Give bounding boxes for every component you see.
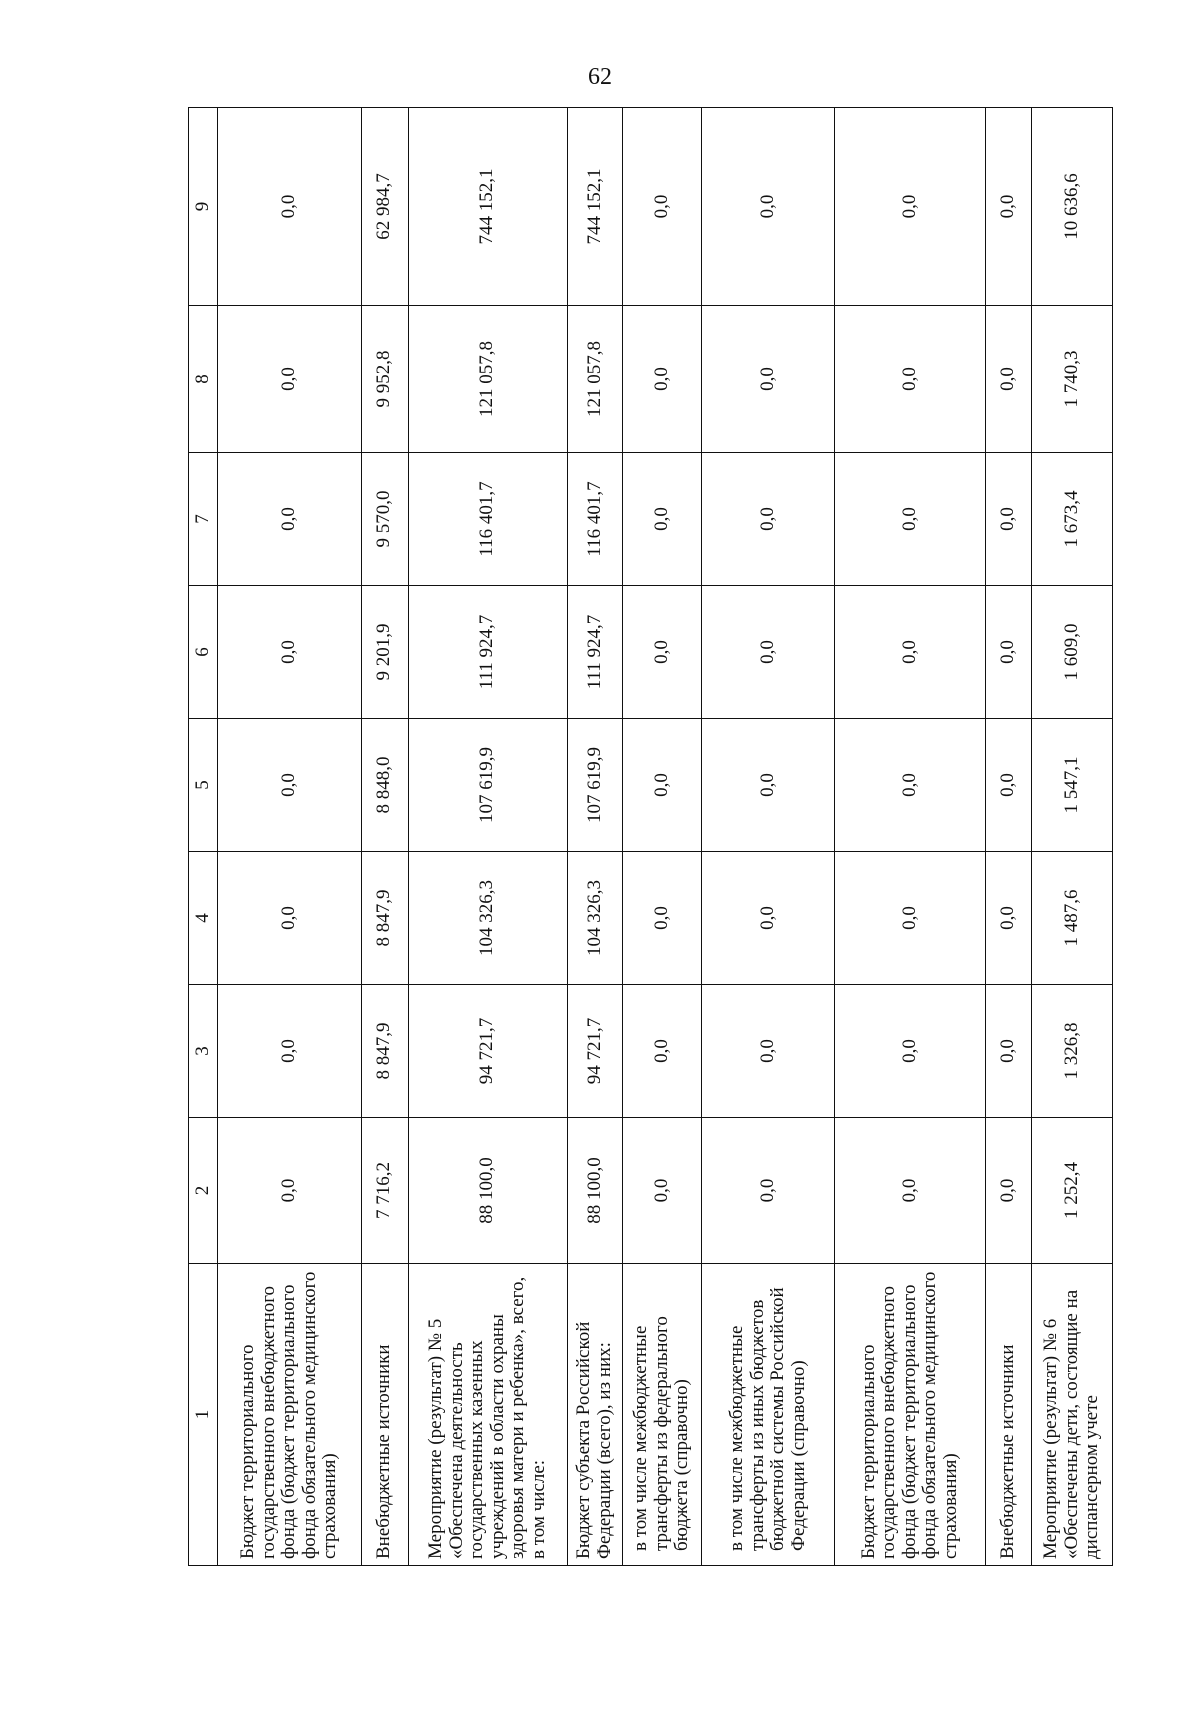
table-cell: 8 847,9 bbox=[361, 852, 408, 985]
table-cell: 0,0 bbox=[622, 1118, 702, 1264]
table-cell: 88 100,0 bbox=[567, 1118, 622, 1264]
table-cell: 0,0 bbox=[702, 108, 835, 306]
table-cell: 0,0 bbox=[702, 306, 835, 453]
table-cell: 121 057,8 bbox=[567, 306, 622, 453]
table-cell: 0,0 bbox=[985, 852, 1032, 985]
table-cell: 94 721,7 bbox=[567, 985, 622, 1118]
header-row bbox=[189, 108, 218, 1566]
table-cell: 0,0 bbox=[702, 985, 835, 1118]
column-header: 8 bbox=[189, 306, 218, 453]
table-cell: 1 740,3 bbox=[1032, 306, 1113, 453]
table-cell: 0,0 bbox=[622, 108, 702, 306]
column-header: 6 bbox=[189, 586, 218, 719]
table-cell: 0,0 bbox=[217, 1118, 361, 1264]
column-header: 1 bbox=[189, 1264, 218, 1566]
table-cell: 88 100,0 bbox=[408, 1118, 567, 1264]
table-cell: 0,0 bbox=[985, 985, 1032, 1118]
table-cell: 0,0 bbox=[835, 1118, 986, 1264]
table-cell: 1 609,0 bbox=[1032, 586, 1113, 719]
table-cell: 10 636,6 bbox=[1032, 108, 1113, 306]
table-row bbox=[702, 108, 835, 1566]
table-row bbox=[361, 108, 408, 1566]
column-header: 3 bbox=[189, 985, 218, 1118]
table-cell: 0,0 bbox=[622, 586, 702, 719]
column-header: 4 bbox=[189, 852, 218, 985]
table-cell: 8 848,0 bbox=[361, 719, 408, 852]
table-cell: 0,0 bbox=[985, 719, 1032, 852]
table-cell: 744 152,1 bbox=[408, 108, 567, 306]
table-cell: 0,0 bbox=[835, 306, 986, 453]
row-label: Бюджет территориального государственного внебюджетного фонда (бюджет территориального фонда обязательного медицинского страхования) bbox=[835, 1264, 986, 1566]
table-cell: 0,0 bbox=[985, 586, 1032, 719]
table-cell: 104 326,3 bbox=[567, 852, 622, 985]
table-cell: 0,0 bbox=[985, 1118, 1032, 1264]
table-cell: 0,0 bbox=[217, 719, 361, 852]
table-cell: 0,0 bbox=[985, 453, 1032, 586]
table-row bbox=[1032, 108, 1113, 1566]
table-cell: 0,0 bbox=[622, 453, 702, 586]
table-cell: 0,0 bbox=[985, 306, 1032, 453]
table-cell: 0,0 bbox=[702, 586, 835, 719]
table-cell: 744 152,1 bbox=[567, 108, 622, 306]
row-label: Внебюджетные источники bbox=[361, 1264, 408, 1566]
table-cell: 0,0 bbox=[835, 852, 986, 985]
table-cell: 107 619,9 bbox=[408, 719, 567, 852]
table-row bbox=[567, 108, 622, 1566]
table-cell: 0,0 bbox=[217, 453, 361, 586]
column-header: 9 bbox=[189, 108, 218, 306]
table-row bbox=[835, 108, 986, 1566]
table-cell: 0,0 bbox=[622, 852, 702, 985]
table-cell: 9 952,8 bbox=[361, 306, 408, 453]
table-cell: 1 487,6 bbox=[1032, 852, 1113, 985]
table-cell: 0,0 bbox=[217, 852, 361, 985]
table-cell: 8 847,9 bbox=[361, 985, 408, 1118]
table-row bbox=[985, 108, 1032, 1566]
table-row bbox=[408, 108, 567, 1566]
table-cell: 0,0 bbox=[702, 1118, 835, 1264]
column-header: 2 bbox=[189, 1118, 218, 1264]
table-cell: 62 984,7 bbox=[361, 108, 408, 306]
table-row bbox=[622, 108, 702, 1566]
row-label: в том числе межбюджетные трансферты из федерального бюджета (справочно) bbox=[622, 1264, 702, 1566]
table-cell: 1 547,1 bbox=[1032, 719, 1113, 852]
table-cell: 0,0 bbox=[702, 719, 835, 852]
table-cell: 1 673,4 bbox=[1032, 453, 1113, 586]
table-cell: 0,0 bbox=[835, 108, 986, 306]
table-cell: 0,0 bbox=[217, 985, 361, 1118]
table-cell: 0,0 bbox=[835, 586, 986, 719]
column-header: 7 bbox=[189, 453, 218, 586]
row-label: Внебюджетные источники bbox=[985, 1264, 1032, 1566]
table-cell: 111 924,7 bbox=[408, 586, 567, 719]
table-cell: 1 252,4 bbox=[1032, 1118, 1113, 1264]
table-cell: 0,0 bbox=[622, 985, 702, 1118]
table-cell: 0,0 bbox=[217, 586, 361, 719]
table-cell: 0,0 bbox=[622, 719, 702, 852]
table-cell: 0,0 bbox=[835, 985, 986, 1118]
row-label: Мероприятие (результат) № 6 «Обеспечены дети, состоящие на диспансерном учете bbox=[1032, 1264, 1113, 1566]
row-label: Мероприятие (результат) № 5 «Обеспечена деятельность государственных казенных учреждений в области охраны здоровья матери и ребенка», всего, в том числе: bbox=[408, 1264, 567, 1566]
row-label: Бюджет территориального государственного внебюджетного фонда (бюджет территориального фонда обязательного медицинского страхования) bbox=[217, 1264, 361, 1566]
table-row bbox=[217, 108, 361, 1566]
page-number: 62 bbox=[588, 64, 612, 90]
table-cell: 0,0 bbox=[702, 852, 835, 985]
table-cell: 9 570,0 bbox=[361, 453, 408, 586]
table-cell: 0,0 bbox=[985, 108, 1032, 306]
row-label: в том числе межбюджетные трансферты из иных бюджетов бюджетной системы Российской Федерации (справочно) bbox=[702, 1264, 835, 1566]
rotated-table-container bbox=[188, 108, 1113, 1566]
table-cell: 116 401,7 bbox=[567, 453, 622, 586]
table-cell: 121 057,8 bbox=[408, 306, 567, 453]
table-cell: 0,0 bbox=[702, 453, 835, 586]
table-cell: 9 201,9 bbox=[361, 586, 408, 719]
table-cell: 116 401,7 bbox=[408, 453, 567, 586]
table-cell: 111 924,7 bbox=[567, 586, 622, 719]
table-cell: 1 326,8 bbox=[1032, 985, 1113, 1118]
column-header: 5 bbox=[189, 719, 218, 852]
table-cell: 104 326,3 bbox=[408, 852, 567, 985]
table-cell: 0,0 bbox=[217, 306, 361, 453]
table-cell: 0,0 bbox=[835, 453, 986, 586]
table-cell: 7 716,2 bbox=[361, 1118, 408, 1264]
table-cell: 0,0 bbox=[835, 719, 986, 852]
table-cell: 0,0 bbox=[217, 108, 361, 306]
table-cell: 107 619,9 bbox=[567, 719, 622, 852]
table-cell: 0,0 bbox=[622, 306, 702, 453]
row-label: Бюджет субъекта Российской Федерации (всего), из них: bbox=[567, 1264, 622, 1566]
table-cell: 94 721,7 bbox=[408, 985, 567, 1118]
budget-table bbox=[188, 107, 1113, 1566]
